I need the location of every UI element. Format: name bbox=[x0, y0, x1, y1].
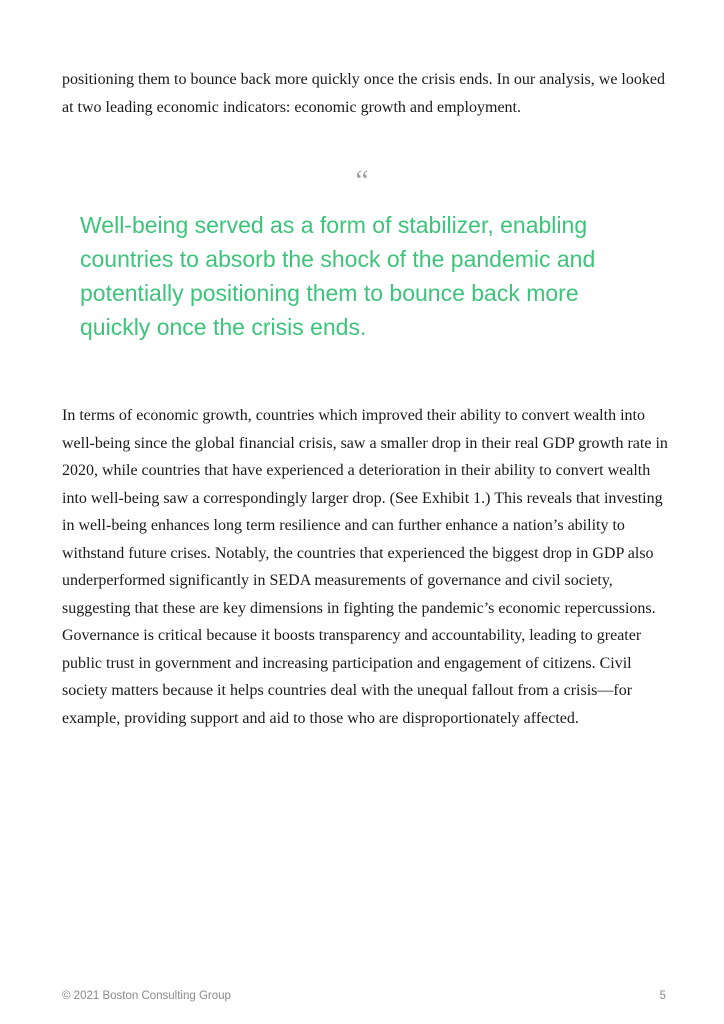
footer-copyright: © 2021 Boston Consulting Group bbox=[62, 990, 231, 1002]
page-number: 5 bbox=[659, 990, 666, 1002]
intro-paragraph: positioning them to bounce back more quickly once the crisis ends. In our analysis, we looked at two leading economic indicators: economic growth and employment. bbox=[62, 71, 665, 116]
main-paragraph: In terms of economic growth, countries which improved their ability to convert wealth into well-being since the global financial crisis, saw a smaller drop in their real GDP growth rate in 2020, while countries that have experienced a deterioration in their ability to convert wealth into well-being saw a correspondingly larger drop. (See Exhibit 1.) This reveals that investing in well-being enhances long term resilience and can further enhance a nation’s ability to withstand future crises. Notably, the countries that experienced the biggest drop in GDP also underperformed significantly in SEDA measurements of governance and civil society, suggesting that these are key dimensions in fighting the pandemic’s economic repercussions. Governance is critical because it boosts transparency and accountability, leading to greater public trust in government and increasing participation and engagement of citizens. Civil society matters because it helps countries deal with the unequal fallout from a crisis—for example, providing support and aid to those who are disproportionately affected. bbox=[62, 407, 668, 727]
pull-quote: Well-being served as a form of stabilizer, enabling countries to absorb the shock of the pandemic and potentially positioning them to bounce back more quickly once the crisis ends. bbox=[80, 212, 596, 340]
quote-mark-icon: “ bbox=[355, 164, 369, 197]
